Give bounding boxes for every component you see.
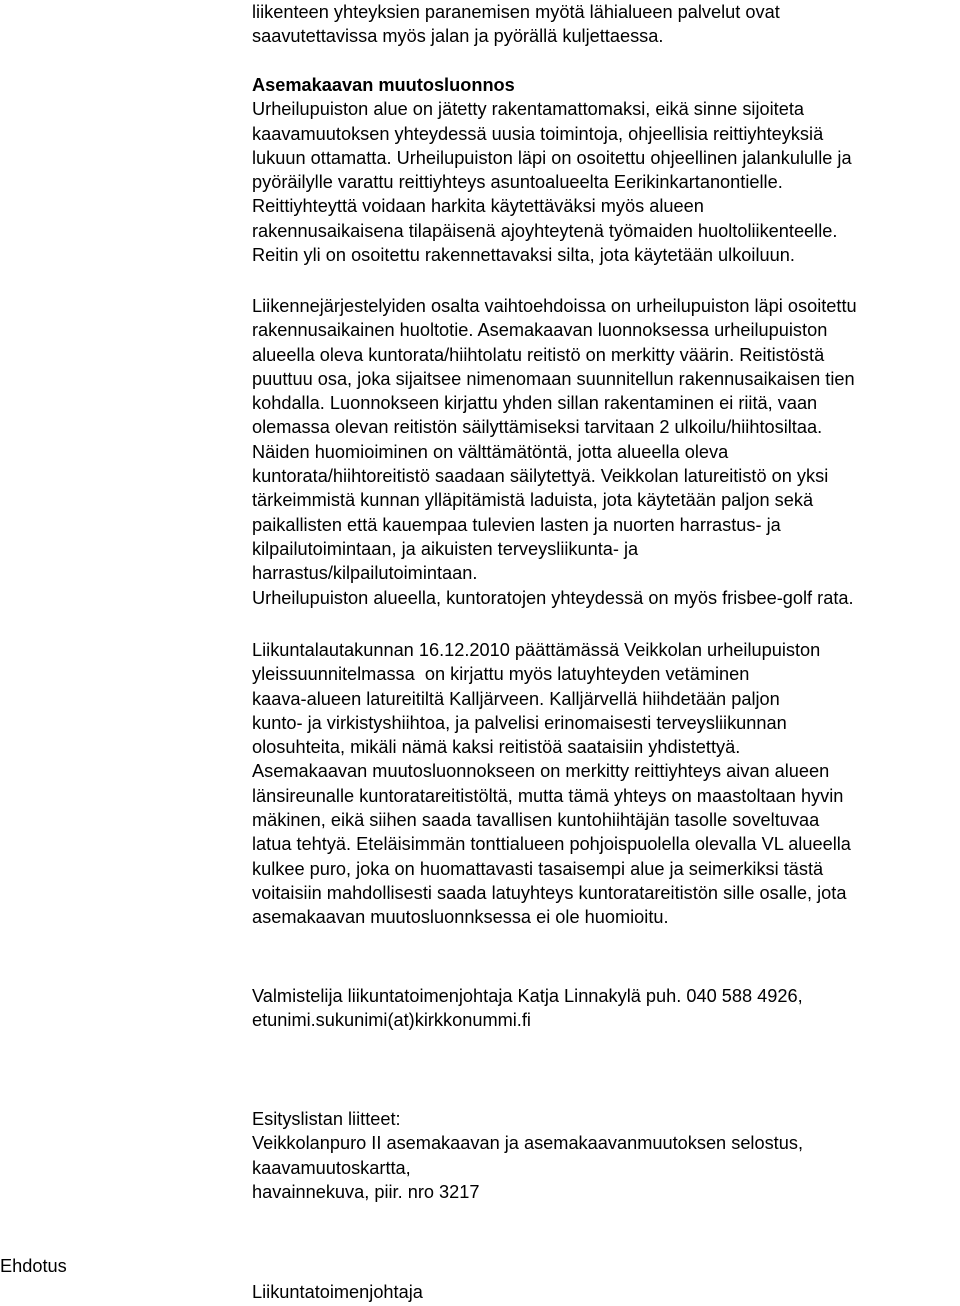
text-line: Reittiyhteyttä voidaan harkita käytettäväksi myös alueen	[252, 196, 704, 217]
text-line: tärkeimmistä kunnan ylläpitämistä laduista, jota käytetään paljon sekä	[252, 490, 814, 511]
decision-paragraph	[252, 638, 958, 930]
attachment-item: Veikkolanpuro II asemakaavan ja asemakaavanmuutoksen selostus,	[252, 1133, 803, 1154]
text-line: mäkinen, eikä siihen saada tavallisen kuntohiihtäjän tasolle soveltuvaa	[252, 810, 820, 831]
text-line: kunto- ja virkistyshiihtoa, ja palvelisi erinomaisesti terveysliikunnan	[252, 712, 787, 733]
text-line: kulkee puro, joka on huomattavasti tasaisempi alue ja seimerkiksi tästä	[252, 858, 824, 879]
email-text: etunimi.sukunimi(at)kirkkonummi.fi	[252, 1010, 531, 1031]
text-line: rakennusaikaisena tilapäisenä ajoyhteytenä työmaiden huoltoliikenteelle.	[252, 220, 838, 241]
preparer-line: Valmistelija liikuntatoimenjohtaja Katja Linnakylä puh. 040 588 4926,	[252, 986, 803, 1006]
text-line: puuttuu osa, joka sijaitsee nimenomaan suunnitellun rakennusaikaisen tien	[252, 368, 855, 389]
text-line: Näiden huomioiminen on välttämätöntä, jotta alueella oleva	[252, 441, 729, 462]
text-line: yleissuunnitelmassa on kirjattu myös latuyhteyden vetäminen	[252, 664, 750, 685]
text-line: pyöräilylle varattu reittiyhteys asuntoalueelta Eerikinkartanontielle.	[252, 172, 783, 193]
text-line: latua tehtyä. Eteläisimmän tonttialueen pohjoispuolella olevalla VL alueella	[252, 834, 851, 855]
text-line: Liikuntalautakunnan 16.12.2010 päättämässä Veikkolan urheilupuiston	[252, 640, 821, 660]
proposal-text: Liikuntatoimenjohtaja	[252, 1282, 423, 1302]
text-line: asemakaavan muutosluonnksessa ei ole huomioitu.	[252, 907, 669, 928]
text-line: Liikennejärjestelyiden osalta vaihtoehdoissa on urheilupuiston läpi osoitettu	[252, 296, 857, 316]
intro-paragraph	[252, 0, 958, 49]
text-line: kohdalla. Luonnokseen kirjattu yhden sillan rakentaminen ei riitä, vaan	[252, 393, 818, 414]
text-line: Urheilupuiston alueella, kuntoratojen yhteydessä on myös frisbee-golf rata.	[252, 587, 854, 608]
attachments-section	[252, 1107, 958, 1204]
text-line: olemassa olevan reitistön säilyttämiseksi tarvitaan 2 ulkoilu/hiihtosiltaa.	[252, 417, 823, 438]
text-line: kaavamuutoksen yhteydessä uusia toimintoja, ohjeellisia reittiyhteyksiä	[252, 123, 824, 144]
section-heading: Asemakaavan muutosluonnos	[252, 75, 515, 95]
attachment-item: kaavamuutoskartta,	[252, 1157, 411, 1178]
preparer-paragraph	[252, 984, 958, 1033]
text-line: lukuun ottamatta. Urheilupuiston läpi on osoitettu ohjeellinen jalankululle ja	[252, 147, 852, 168]
text-line: kaava-alueen latureitiltä Kalljärveen. Kalljärvellä hiihdetään paljon	[252, 688, 780, 709]
proposal-label: Ehdotus	[0, 1256, 67, 1276]
text-line: Urheilupuiston alue on jätetty rakentamattomaksi, eikä sinne sijoiteta	[252, 99, 804, 120]
text-line: alueella oleva kuntorata/hiihtolatu reitistö on merkitty väärin. Reitistöstä	[252, 344, 825, 365]
text-line: Reitin yli on osoitettu rakennettavaksi silta, jota käytetään ulkoiluun.	[252, 245, 795, 266]
text-line: kuntorata/hiihtoreitistö saadaan säilytettyä. Veikkolan latureitistö on yksi	[252, 466, 829, 487]
text-line: Asemakaavan muutosluonnokseen on merkitty reittiyhteys aivan alueen	[252, 761, 830, 782]
text-line: harrastus/kilpailutoimintaan.	[252, 563, 478, 584]
text-line: rakennusaikainen huoltotie. Asemakaavan luonnoksessa urheilupuiston	[252, 320, 828, 341]
amendment-section	[252, 73, 958, 267]
text-line: saavutettavissa myös jalan ja pyörällä kuljettaessa.	[252, 26, 664, 47]
text-line: länsireunalle kuntoratareitistöltä, mutta tämä yhteys on maastoltaan hyvin	[252, 785, 844, 806]
text-line: voitaisiin mahdollisesti saada latuyhteys kuntoratareitistön sille osalle, jota	[252, 882, 847, 903]
attachments-heading: Esityslistan liitteet:	[252, 1109, 401, 1129]
text-line: paikallisten että kauempaa tulevien lasten ja nuorten harrastus- ja	[252, 514, 781, 535]
text-line: liikenteen yhteyksien paranemisen myötä lähialueen palvelut ovat	[252, 2, 780, 22]
traffic-paragraph	[252, 294, 958, 610]
text-line: kilpailutoimintaan, ja aikuisten terveysliikunta- ja	[252, 538, 639, 559]
attachment-item: havainnekuva, piir. nro 3217	[252, 1181, 480, 1202]
text-line: olosuhteita, mikäli nämä kaksi reitistöä saataisiin yhdistettyä.	[252, 737, 741, 758]
